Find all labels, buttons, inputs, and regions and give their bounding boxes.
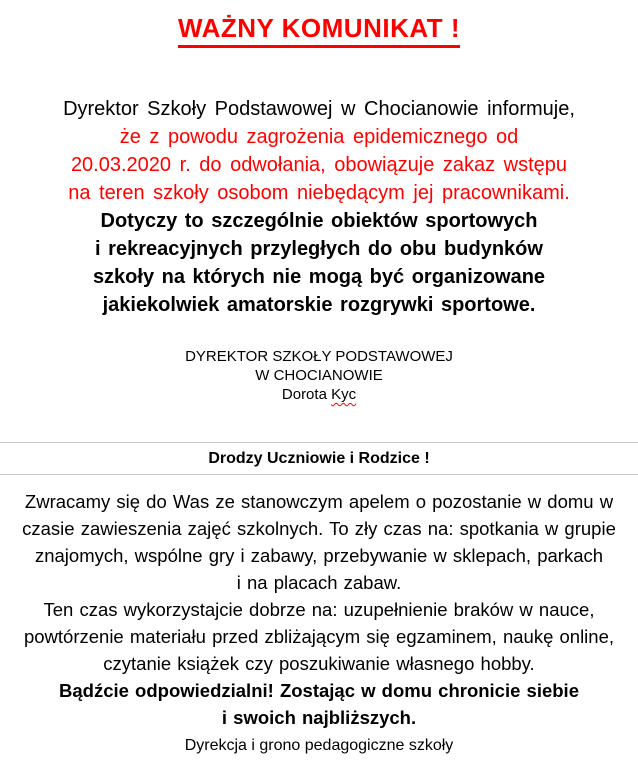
appeal-footer: Dyrekcja i grono pedagogiczne szkoły: [184, 737, 454, 754]
announcement-red-line-1: że z powodu zagrożenia epidemicznego od: [119, 126, 519, 148]
appeal-closing-line-2: i swoich najbliższych.: [221, 707, 417, 728]
announcement-bold-line-3: szkoły na których nie mogą być organizowane: [92, 266, 546, 288]
appeal-body: [0, 488, 638, 731]
signature-block: [0, 347, 638, 404]
appeal-p1-line-1: Zwracamy się do Was ze stanowczym apelem o pozostanie w domu w: [24, 491, 614, 512]
page-title: WAŻNY KOMUNIKAT !: [178, 13, 460, 48]
signature-name-line: [0, 385, 638, 404]
appeal-p2-line-2: powtórzenie materiału przed zbliżającym się egzaminem, naukę online,: [23, 626, 615, 647]
appeal-p2-line-3: czytanie książek czy poszukiwanie własnego hobby.: [103, 653, 535, 674]
announcement-body: [0, 95, 638, 319]
announcement-bold-line-1: Dotyczy to szczególnie obiektów sportowych: [100, 210, 538, 232]
announcement-bold-line-2: i rekreacyjnych przyległych do obu budynków: [95, 238, 543, 260]
announcement-intro-line: Dyrektor Szkoły Podstawowej w Chocianowie informuje,: [63, 98, 575, 120]
announcement-bold-line-4: jakiekolwiek amatorskie rozgrywki sportowe.: [102, 294, 536, 316]
appeal-p1-line-4: i na placach zabaw.: [236, 572, 402, 593]
announcement-red-line-2: 20.03.2020 r. do odwołania, obowiązuje zakaz wstępu: [70, 154, 568, 176]
appeal-closing-line-1: Bądźcie odpowiedzialni! Zostając w domu chronicie siebie: [59, 680, 579, 701]
signature-role-line: DYREKTOR SZKOŁY PODSTAWOWEJ: [185, 348, 453, 365]
signature-location-line: W CHOCIANOWIE: [255, 367, 383, 384]
signature-first-name: Dorota: [281, 386, 332, 403]
signature-surname-spellcheck: Kyc: [331, 386, 357, 403]
appeal-p1-line-3: znajomych, wspólne gry i zabawy, przebywanie w sklepach, parkach: [34, 545, 604, 566]
announcement-red-line-3: na teren szkoły osobom niebędącym jej pracownikami.: [68, 182, 570, 204]
page-title-row: [0, 0, 638, 48]
appeal-p1-line-2: czasie zawieszenia zajęć szkolnych. To zły czas na: spotkania w grupie: [22, 518, 616, 539]
appeal-heading: Drodzy Uczniowie i Rodzice !: [208, 450, 430, 467]
divider-line-bottom: [0, 474, 638, 475]
appeal-p2-line-1: Ten czas wykorzystajcie dobrze na: uzupełnienie braków w nauce,: [43, 599, 595, 620]
